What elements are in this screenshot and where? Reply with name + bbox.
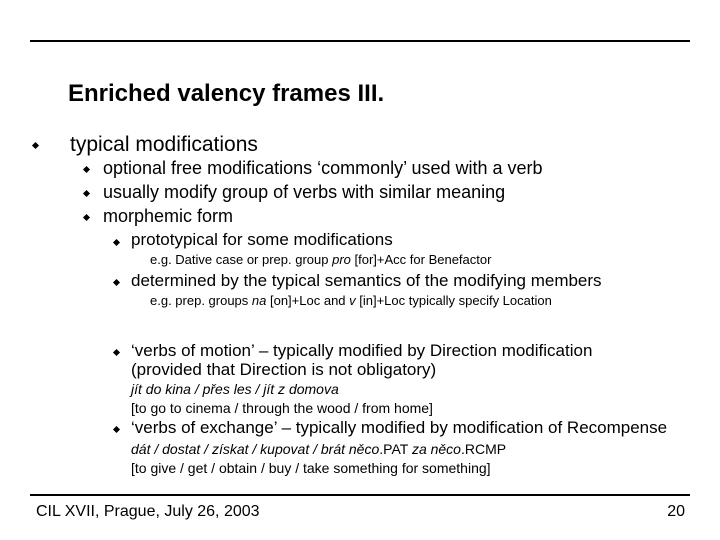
bullet-prototypical: prototypical for some modifications	[131, 230, 393, 249]
motion-english-gloss: [to go to cinema / through the wood / from home]	[131, 400, 433, 416]
example-italic: za něco	[411, 441, 461, 457]
example-italic: pro	[332, 252, 351, 267]
bullet-usually-modify: usually modify group of verbs with similar meaning	[103, 182, 506, 202]
exchange-czech-example	[131, 441, 506, 457]
footer-conference: CIL XVII, Prague, July 26, 2003	[36, 503, 260, 520]
bullet-morphemic-form: morphemic form	[103, 206, 234, 226]
example-text: .RCMP	[460, 441, 507, 457]
bullet-optional-free: optional free modifications ‘commonly’ used with a verb	[103, 158, 543, 178]
bullet-verbs-of-motion-cont: (provided that Direction is not obligatory)	[131, 360, 437, 379]
example-text: [for]+Acc for Benefactor	[350, 252, 492, 267]
motion-czech-example	[131, 381, 339, 397]
example-italic: na	[251, 293, 267, 308]
example-text: e.g. Dative case or prep. group	[150, 252, 333, 267]
bottom-rule	[30, 494, 690, 496]
bullet-determined: determined by the typical semantics of the modifying members	[131, 271, 602, 290]
example-italic: dát / dostat / získat / kupovat / brát něco	[131, 441, 380, 457]
example-italic: v	[349, 293, 356, 308]
example-dative	[150, 252, 491, 267]
example-text: .PAT	[379, 441, 412, 457]
example-italic: jít do kina / přes les / jít z domova	[131, 381, 339, 397]
page-number: 20	[667, 503, 685, 520]
bullet-typical-modifications: typical modifications	[70, 133, 258, 156]
bullet-verbs-of-motion: ‘verbs of motion’ – typically modified by Direction modification	[131, 341, 593, 360]
bullet-verbs-of-exchange: ‘verbs of exchange’ – typically modified by modification of Recompense	[131, 418, 668, 437]
example-text: [in]+Loc typically specify Location	[355, 293, 552, 308]
example-text: e.g. prep. groups	[150, 293, 252, 308]
example-text: [on]+Loc and	[266, 293, 350, 308]
top-rule	[30, 40, 690, 42]
exchange-english-gloss: [to give / get / obtain / buy / take something for something]	[131, 460, 491, 476]
slide-title: Enriched valency frames III.	[68, 80, 385, 107]
example-prep-groups	[150, 293, 552, 308]
